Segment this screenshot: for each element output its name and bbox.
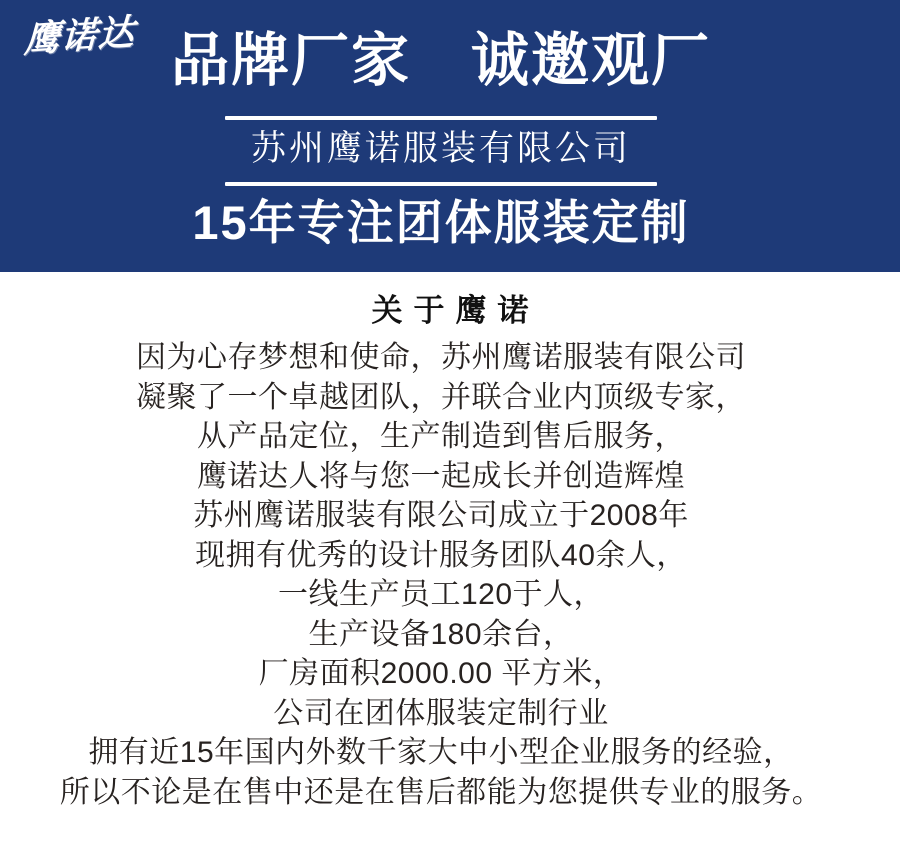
about-line: 苏州鹰诺服装有限公司成立于2008年 [193,499,689,532]
about-line: 公司在团体服装定制行业 [273,696,609,730]
about-line: 生产设备180余台， [308,617,574,651]
about-heading: 关于鹰诺 [371,293,540,328]
divider-top [225,116,657,120]
divider-bottom [225,182,657,186]
hero-content [0,0,891,248]
hero-banner [0,0,900,272]
about-line: 一线生产员工120于人， [277,578,605,611]
about-section [0,272,900,812]
about-line: 鹰诺达人将与您一起成长并创造辉煌 [197,459,685,493]
about-line: 厂房面积2000.00 平方米， [258,657,624,690]
about-line: 凝聚了一个卓越团队，并联合业内顶级专家， [136,380,746,414]
about-line: 因为心存梦想和使命，苏州鹰诺服装有限公司 [136,341,746,374]
about-line: 现拥有优秀的设计服务团队40余人， [195,538,687,572]
hero-subtitle: 15年专注团体服装定制 [192,196,690,249]
about-line: 所以不论是在售中还是在售后都能为您提供专业的服务。 [59,775,823,809]
about-line: 从产品定位，生产制造到售后服务， [197,420,685,453]
about-line: 拥有近15年国内外数千家大中小型企业服务的经验， [88,736,794,769]
main-title: 品牌厂家 诚邀观厂 [170,28,711,93]
company-name: 苏州鹰诺服装有限公司 [250,129,631,168]
about-text-block [0,338,891,812]
brand-logo: 鹰诺达 [23,11,136,60]
